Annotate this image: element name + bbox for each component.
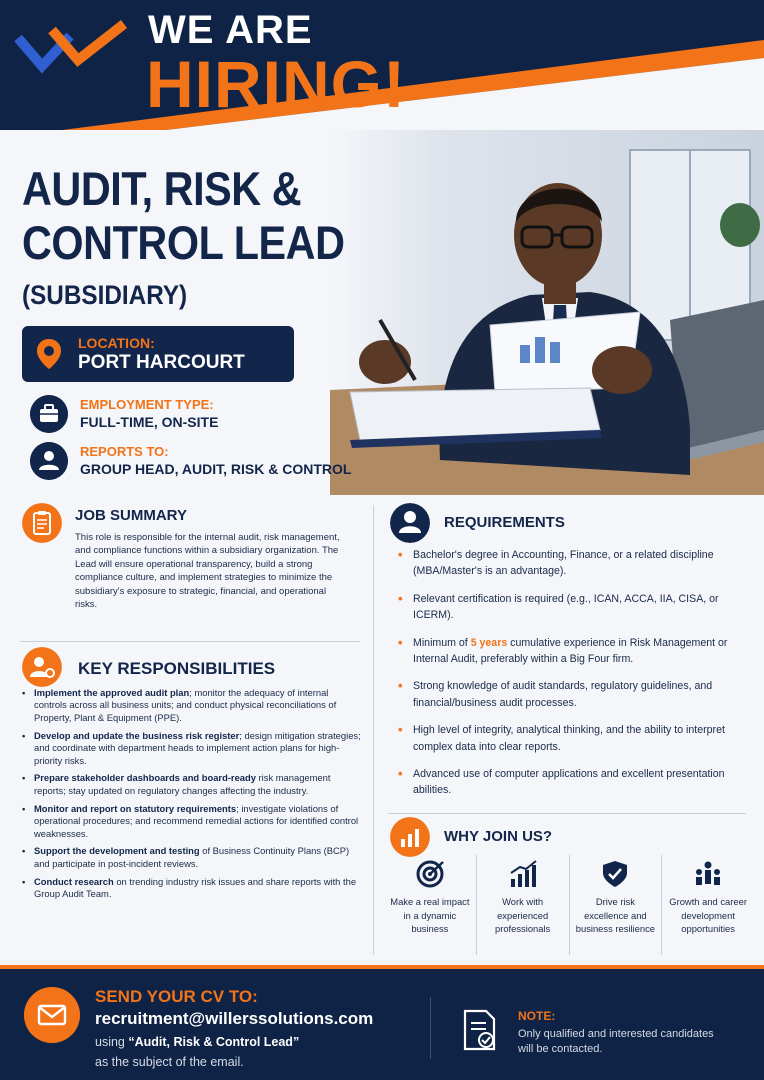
reports-to-row — [30, 440, 370, 484]
list-item — [398, 635, 738, 668]
list-item — [22, 687, 362, 724]
benefit-item — [569, 855, 662, 955]
document-check-icon — [462, 1009, 498, 1051]
requirement-text: Advanced use of computer applications and excellent presentation abilities. — [413, 768, 725, 797]
note-text: Only qualified and interested candidates will be contacted. — [518, 1028, 714, 1055]
requirement-text: Bachelor's degree in Accounting, Finance, or a related discipline (MBA/Master's is an advantage). — [413, 549, 714, 578]
bar-chart-icon — [390, 817, 430, 857]
envelope-icon — [24, 987, 80, 1043]
requirements-list — [398, 547, 738, 810]
location-box — [22, 326, 294, 382]
reports-to-value: GROUP HEAD, AUDIT, RISK & CONTROL — [80, 461, 352, 477]
requirement-text: Relevant certification is required (e.g., ICAN, ACCA, IIA, CISA, or ICERM). — [413, 592, 719, 622]
list-item — [398, 722, 738, 755]
company-logo — [12, 16, 132, 76]
requirement-text: Minimum of — [413, 636, 471, 649]
target-icon — [415, 859, 445, 889]
job-details-panel — [0, 495, 764, 965]
requirements-title: REQUIREMENTS — [444, 514, 565, 531]
person-icon — [30, 442, 68, 480]
benefit-text: Work with experienced professionals — [495, 896, 551, 935]
why-join-title: WHY JOIN US? — [444, 828, 553, 845]
headline-we-are: WE ARE — [148, 8, 313, 52]
header-banner — [0, 0, 764, 150]
location-value: PORT HARCOURT — [78, 352, 245, 373]
person-icon — [390, 503, 430, 543]
responsibility-text: ; design mitigation strategies; and coordinate with department heads to implement action plans for high-priority risks. — [34, 729, 361, 766]
job-title-line-1: AUDIT, RISK & — [22, 162, 302, 215]
briefcase-icon — [30, 395, 68, 433]
benefit-text: Growth and career development opportunities — [669, 896, 747, 935]
requirement-highlight: 5 years — [470, 636, 508, 649]
people-gear-icon — [22, 647, 62, 687]
requirement-text: Strong knowledge of audit standards, regulatory guidelines, and financial/business audit processes. — [413, 680, 713, 709]
key-responsibilities-title: KEY RESPONSIBILITIES — [78, 659, 276, 678]
responsibilities-list — [22, 687, 362, 906]
email-subject: “Audit, Risk & Control Lead” — [128, 1035, 300, 1049]
responsibility-bold: Develop and update the business risk register — [34, 729, 240, 741]
list-item — [22, 803, 362, 840]
requirement-text: cumulative experience in Risk Management or Internal Audit, preferably within a Big Four firm. — [413, 636, 728, 666]
benefits-grid — [384, 855, 754, 955]
job-summary-text: This role is responsible for the internal audit, risk management, and compliance functions within a subsidiary organization. The Lead will ensure operational transparency, build a strong compliance culture, and implement strategies to minimize the subsidiary's exposure to strategic, financial, and operational risks. — [75, 532, 340, 611]
list-item — [22, 845, 362, 870]
headline-hiring: HIRING! — [146, 47, 406, 121]
section-divider — [20, 641, 360, 642]
employment-type-label: EMPLOYMENT TYPE: — [80, 397, 214, 412]
responsibility-bold: Monitor and report on statutory requirements — [34, 802, 237, 814]
hero-section — [0, 130, 764, 495]
list-item — [398, 766, 738, 799]
subject-suffix: as the subject of the email. — [95, 1055, 244, 1069]
shield-check-icon — [600, 859, 630, 889]
send-cv-label: SEND YOUR CV TO: — [95, 987, 258, 1006]
benefit-text: Drive risk excellence and business resilience — [575, 896, 655, 935]
requirement-text: High level of integrity, analytical thinking, and the ability to interpret complex data into clear reports. — [413, 724, 725, 753]
job-title — [22, 162, 345, 270]
list-item — [22, 730, 362, 767]
footer-contact — [0, 965, 764, 1080]
clipboard-icon — [22, 503, 62, 543]
list-item — [398, 678, 738, 711]
subject-prefix: using — [95, 1035, 129, 1049]
job-summary-title: JOB SUMMARY — [75, 507, 187, 524]
list-item — [22, 876, 362, 901]
responsibility-bold: Support the development and testing — [34, 845, 200, 857]
job-title-line-2: CONTROL LEAD — [22, 216, 345, 269]
location-pin-icon — [36, 338, 62, 370]
team-icon — [693, 859, 723, 889]
responsibility-text: of Business Continuity Plans (BCP) and participate in post-incident reviews. — [34, 845, 350, 869]
location-label: LOCATION: — [78, 335, 155, 351]
responsibility-text: ; monitor the adequacy of internal controls across all business units; and conduct physical reconciliations of Property, Plant & Equipment (PPE). — [34, 687, 337, 723]
job-subtitle: (SUBSIDIARY) — [22, 280, 188, 310]
responsibility-text: ; investigate violations of operational procedures; and recommend remedial actions for identified control weaknesses. — [34, 802, 359, 839]
section-divider — [388, 813, 746, 814]
list-item — [22, 772, 362, 797]
growth-chart-icon — [508, 859, 538, 889]
responsibility-bold: Prepare stakeholder dashboards and board-ready — [34, 772, 256, 784]
note-label: NOTE: — [518, 1009, 556, 1023]
reports-to-label: REPORTS TO: — [80, 444, 169, 459]
benefit-text: Make a real impact in a dynamic business — [390, 896, 470, 935]
employment-type-value: FULL-TIME, ON-SITE — [80, 414, 219, 430]
footer-divider — [430, 997, 431, 1059]
hero-photo-professional-at-desk — [330, 130, 764, 495]
benefit-item — [661, 855, 754, 955]
recruitment-email-link[interactable]: recruitment@willerssolutions.com — [95, 1009, 374, 1028]
list-item — [398, 547, 738, 580]
responsibility-text: risk management reports; stay updated on regulatory changes affecting the industry. — [34, 772, 331, 796]
responsibility-bold: Conduct research — [34, 875, 114, 887]
list-item — [398, 591, 738, 624]
column-divider — [373, 505, 374, 955]
employment-type-row — [30, 393, 370, 437]
benefit-item — [384, 855, 476, 955]
responsibility-text: on trending industry risk issues and share reports with the Group Audit Team. — [34, 875, 357, 900]
responsibility-bold: Implement the approved audit plan — [34, 687, 190, 698]
benefit-item — [476, 855, 569, 955]
subject-instruction — [95, 1035, 299, 1049]
